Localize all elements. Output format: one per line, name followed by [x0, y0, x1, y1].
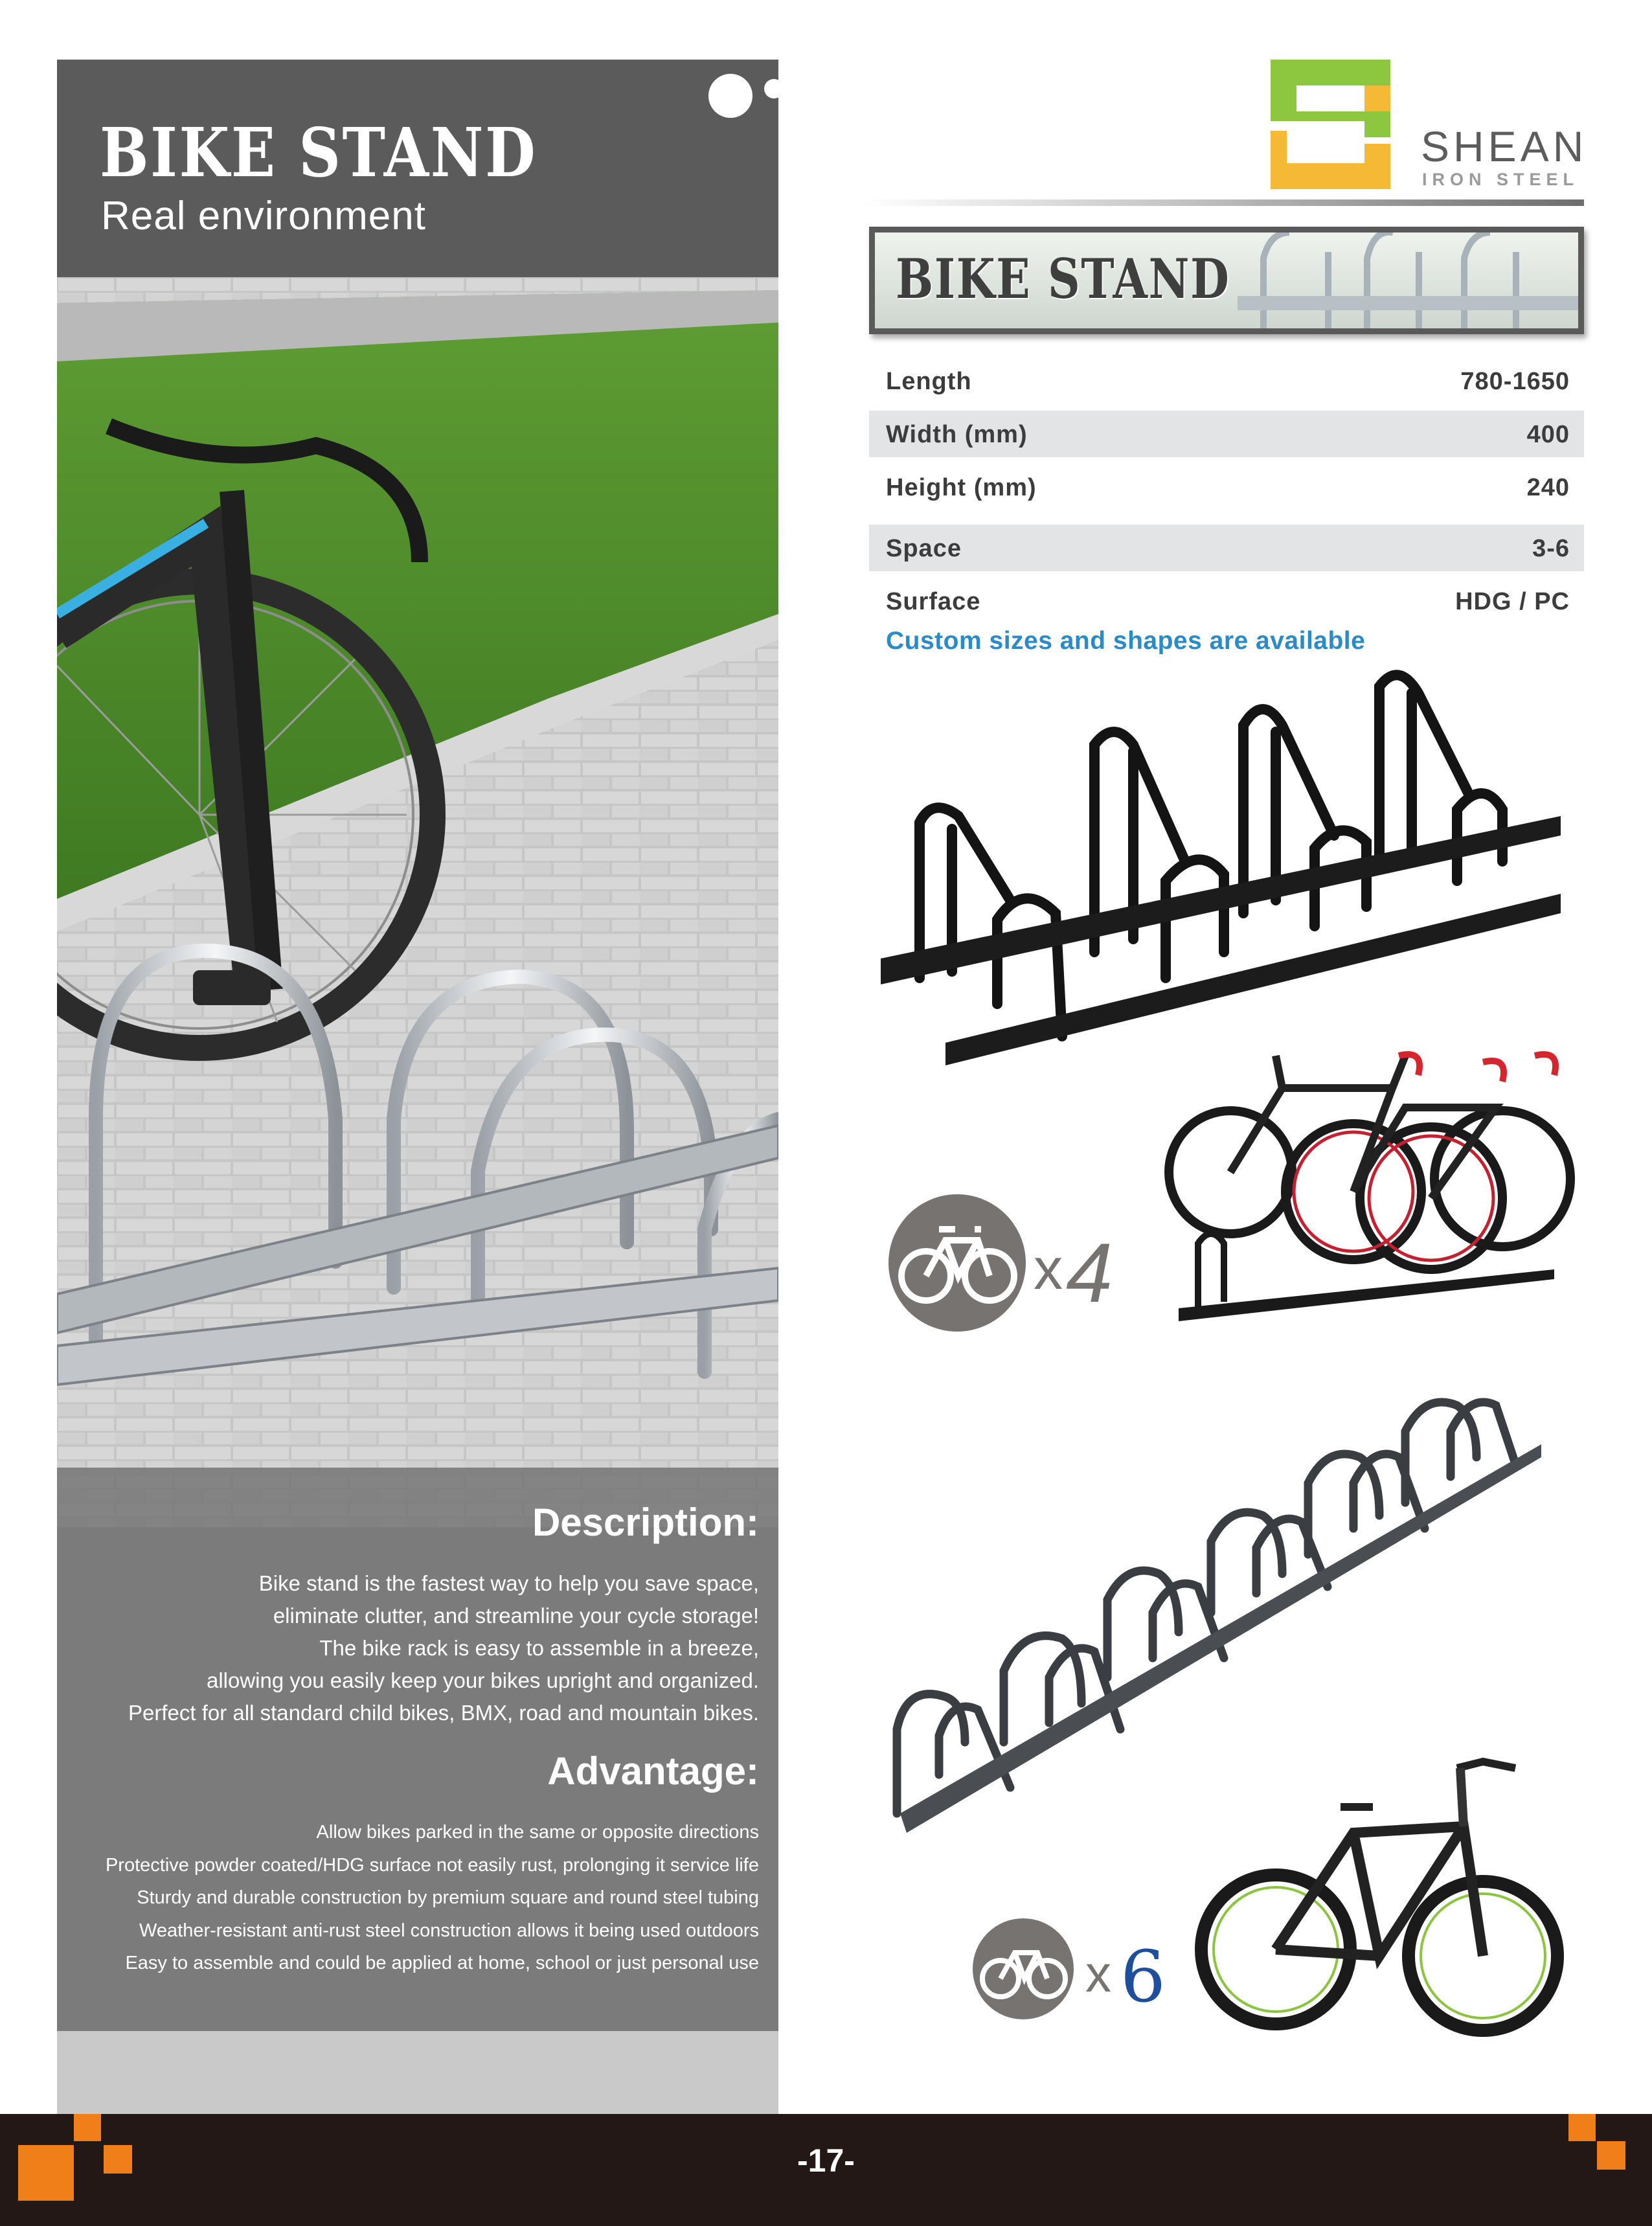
advantage-heading: Advantage:	[547, 1749, 759, 1793]
logo-tagline: IRON STEEL	[1422, 170, 1579, 189]
spec-value: HDG / PC	[1455, 588, 1570, 615]
description-line: eliminate clutter, and streamline your cycle storage!	[273, 1604, 759, 1628]
spec-value: 400	[1526, 421, 1570, 448]
spec-row-length	[869, 358, 1584, 404]
description-heading: Description:	[532, 1501, 759, 1544]
header-rule	[861, 199, 1584, 206]
spec-row-width	[869, 411, 1584, 457]
left-header	[57, 60, 778, 277]
product-banner	[869, 227, 1584, 334]
environment-photo	[57, 277, 778, 1527]
spec-row-surface	[869, 578, 1584, 624]
advantage-item: Weather-resistant anti-rust steel construction allows it being used outdoors	[139, 1920, 759, 1941]
advantage-item: Allow bikes parked in the same or opposite directions	[316, 1822, 759, 1843]
product-illustrations	[861, 667, 1593, 2092]
advantage-item: Sturdy and durable construction by premium square and round steel tubing	[137, 1887, 759, 1908]
custom-sizes-note: Custom sizes and shapes are available	[886, 627, 1366, 655]
road-bikes-photo	[1169, 1054, 1570, 1321]
left-panel	[57, 60, 778, 2114]
punch-hole-large	[708, 74, 752, 118]
banner-title: BIKE STAND	[896, 247, 1230, 311]
page-number: -17-	[797, 2142, 855, 2179]
logo-name: SHEAN	[1421, 122, 1588, 170]
panel-subtitle: Real environment	[101, 194, 426, 238]
description-line: Bike stand is the fastest way to help you save space,	[258, 1571, 759, 1595]
description-line: Perfect for all standard child bikes, BMX, road and mountain bikes.	[128, 1701, 759, 1725]
spec-value: 240	[1526, 474, 1570, 501]
banner-image	[875, 233, 1578, 328]
spec-label: Surface	[886, 588, 981, 615]
spec-label: Length	[886, 368, 972, 395]
bike-count: 6	[1120, 1935, 1166, 2018]
advantage-item: Protective powder coated/HDG surface not easily rust, prolonging it service life	[105, 1854, 759, 1876]
advantage-list	[60, 1816, 759, 1980]
description-text	[73, 1567, 759, 1729]
multiplier-x: x	[1034, 1237, 1063, 1302]
punch-hole-small	[764, 79, 778, 98]
spec-row-height	[869, 464, 1584, 510]
advantage-item: Easy to assemble and could be applied at home, school or just personal use	[125, 1953, 759, 1973]
description-line: The bike rack is easy to assemble in a breeze,	[319, 1636, 759, 1660]
spec-value: 780-1650	[1460, 368, 1570, 395]
spec-label: Height (mm)	[886, 474, 1037, 501]
multiplier-x: x	[1085, 1945, 1111, 2003]
spec-value: 3-6	[1532, 535, 1570, 562]
grey-rack-6	[897, 1402, 1515, 1813]
spec-label: Width (mm)	[886, 421, 1028, 448]
mountain-bike-photo	[1201, 1762, 1557, 2030]
description-line: allowing you easily keep your bikes upright and organized.	[206, 1668, 759, 1692]
panel-title: BIKE STAND	[100, 113, 537, 192]
spec-row-space	[869, 525, 1584, 571]
bike-count: 4	[1066, 1225, 1113, 1320]
pavement-strip	[57, 2031, 778, 2114]
spec-label: Space	[886, 535, 962, 562]
